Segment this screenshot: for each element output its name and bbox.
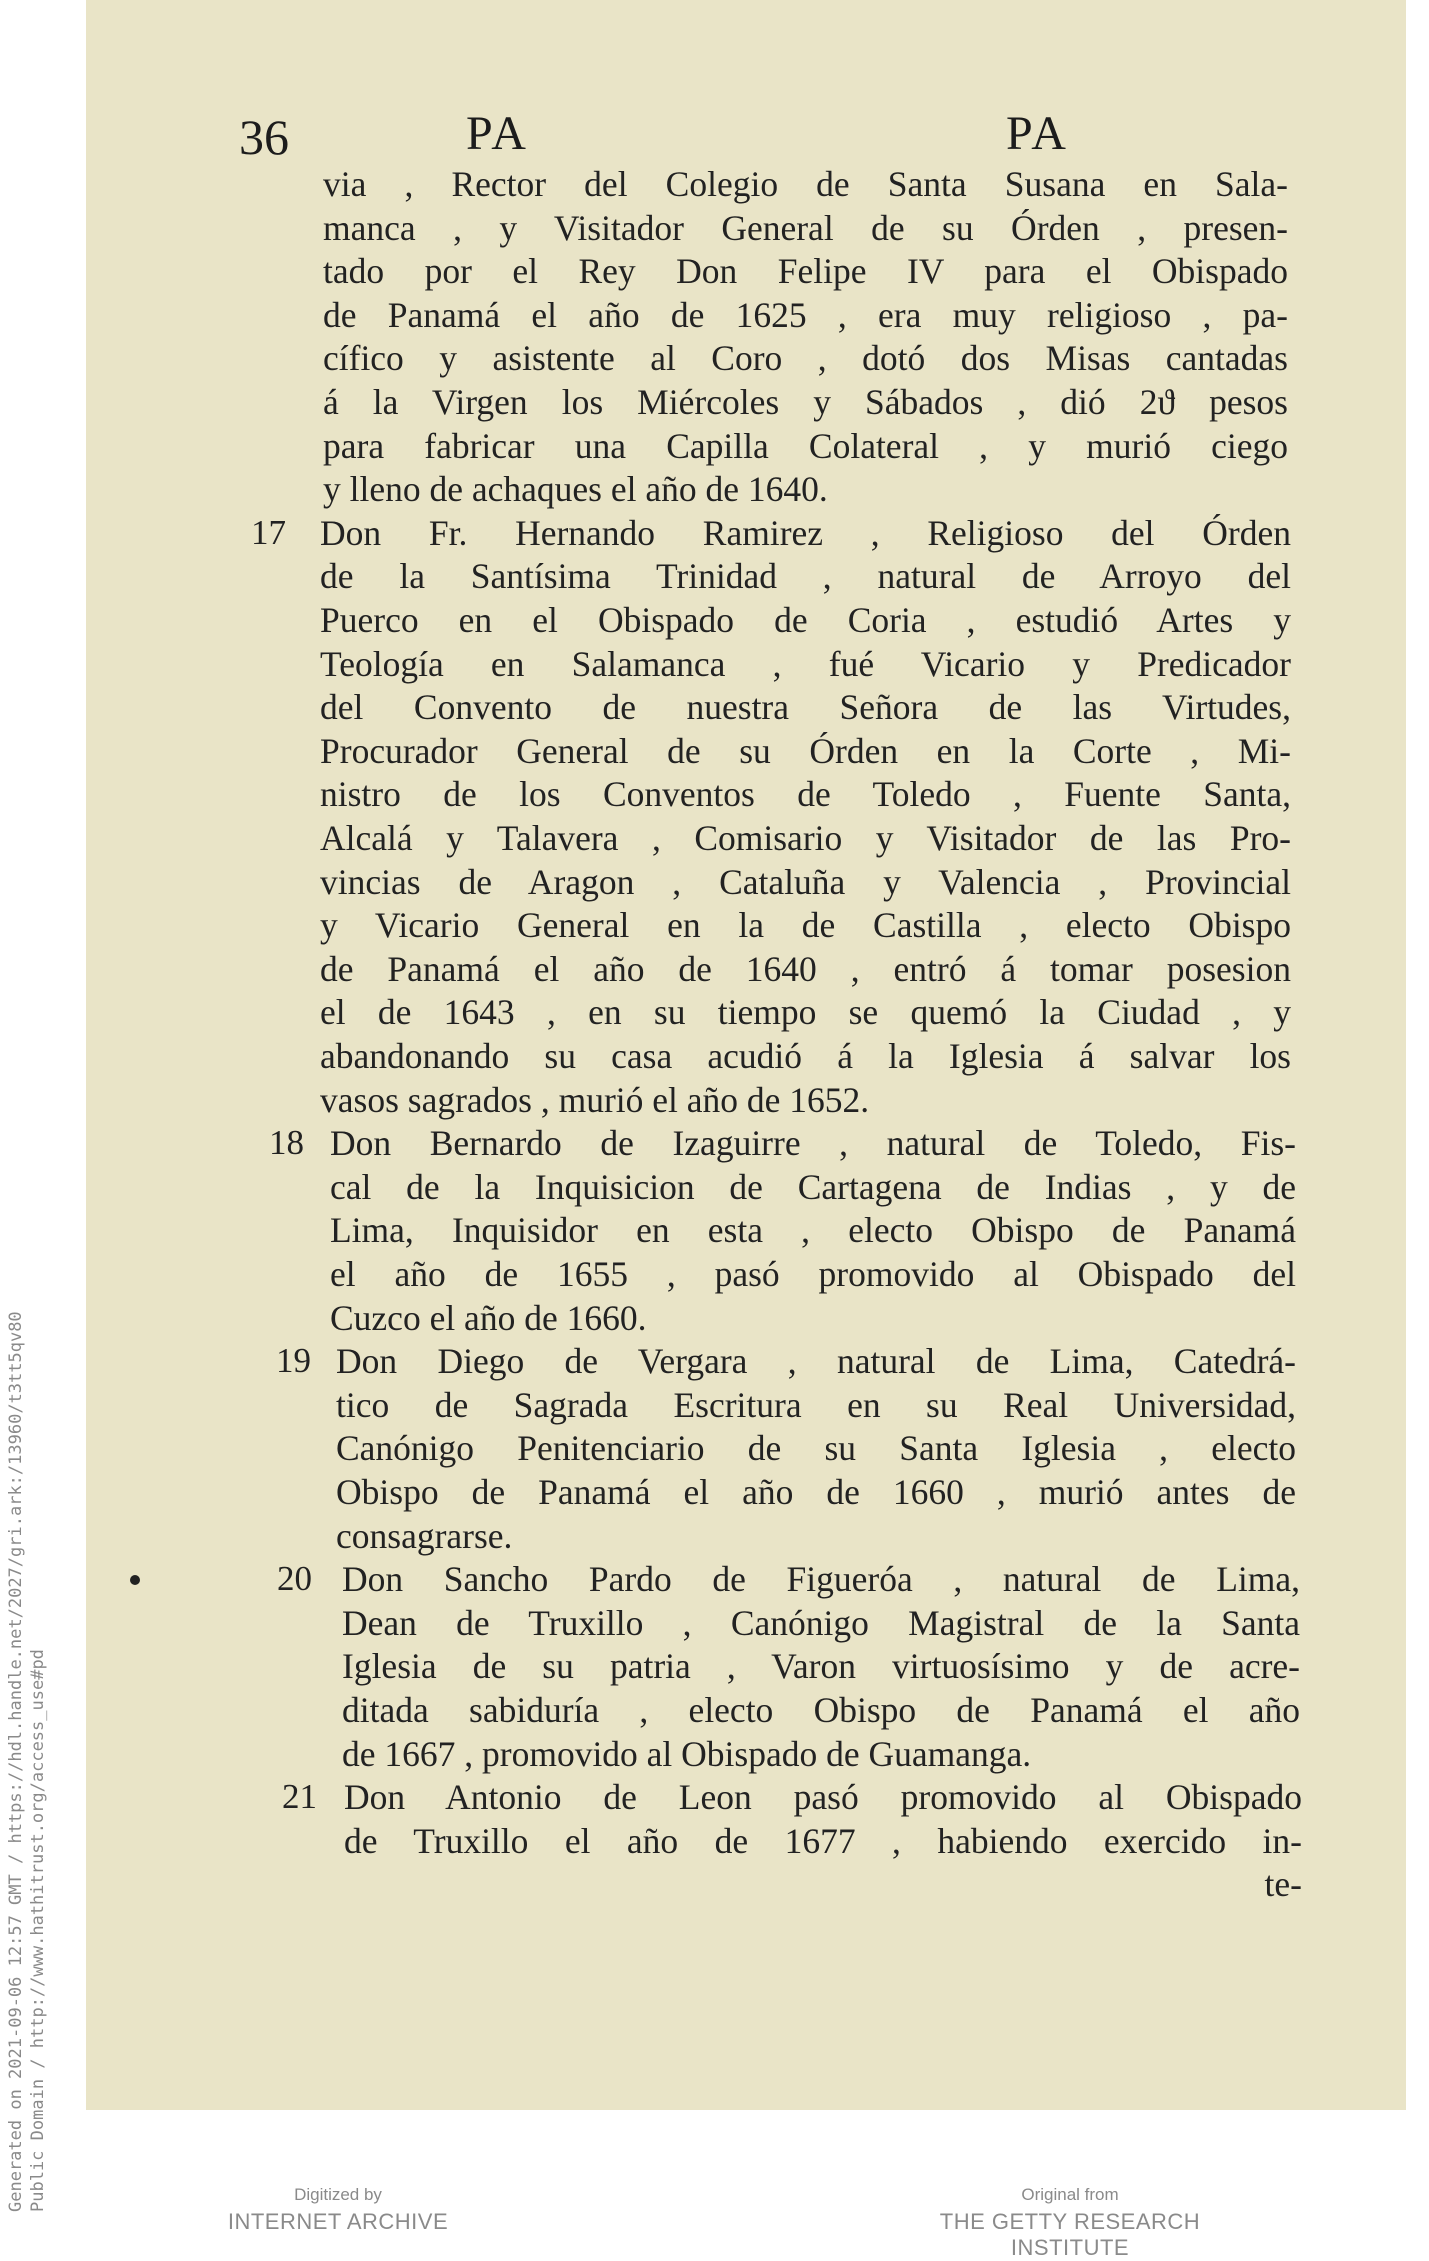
header-right-word: PA — [1006, 107, 1069, 160]
entry-number: 21 — [282, 1777, 317, 1817]
provenance-line-2: Public Domain / http://www.hathitrust.org/access_use#pd — [28, 1649, 48, 2212]
text-line: abandonando su casa acudió á la Iglesia á salvar los — [320, 1036, 1291, 1076]
text-line: Lima, Inquisidor en esta , electo Obispo de Panamá — [330, 1210, 1296, 1251]
text-line: de la Santísima Trinidad , natural de Arroyo del — [320, 556, 1291, 597]
text-line: Cuzco el año de 1660. — [330, 1297, 647, 1338]
text-line: Dean de Truxillo , Canónigo Magistral de la Santa — [342, 1602, 1300, 1643]
running-header — [86, 100, 1406, 165]
text-line: tado por el Rey Don Felipe IV para el Obispado — [323, 251, 1288, 292]
text-line: de Panamá el año de 1625 , era muy religioso , pa- — [323, 294, 1288, 335]
internet-archive-label: INTERNET ARCHIVE — [227, 2209, 449, 2234]
text-line: Puerco en el Obispado de Coria , estudió Artes y — [320, 600, 1291, 640]
text-line: te- — [1264, 1864, 1302, 1905]
text-line: Teología en Salamanca , fué Vicario y Predicador — [320, 643, 1291, 684]
provenance-line-1: Generated on 2021-09-06 12:57 GMT / https://hdl.handle.net/2027/gri.ark:/13960/t3tt5qv80 — [6, 1311, 26, 2212]
text-line: via , Rector del Colegio de Santa Susana en Sala- — [323, 164, 1288, 204]
text-line: Don Sancho Pardo de Figueróa , natural de Lima, — [342, 1559, 1300, 1600]
header-left-word: PA — [466, 107, 529, 160]
entry-number: 20 — [277, 1559, 312, 1599]
text-line: manca , y Visitador General de su Órden , presen- — [323, 207, 1288, 248]
text-line: cífico y asistente al Coro , dotó dos Misas cantadas — [323, 338, 1288, 379]
text-line: ditada sabiduría , electo Obispo de Panamá el año — [342, 1690, 1300, 1730]
text-line: Don Bernardo de Izaguirre , natural de Toledo, Fis- — [330, 1123, 1296, 1164]
margin-dot — [130, 1575, 140, 1585]
text-line: Obispo de Panamá el año de 1660 , murió antes de — [336, 1472, 1296, 1512]
entry-number: 18 — [269, 1123, 304, 1163]
text-line: y lleno de achaques el año de 1640. — [323, 469, 828, 510]
text-line: para fabricar una Capilla Colateral , y murió ciego — [323, 425, 1288, 466]
text-line: cal de la Inquisicion de Cartagena de Indias , y de — [330, 1166, 1296, 1207]
text-line: Canónigo Penitenciario de su Santa Iglesia , electo — [336, 1428, 1296, 1469]
text-line: Don Fr. Hernando Ramirez , Religioso del Órden — [320, 512, 1291, 553]
text-line: á la Virgen los Miércoles y Sábados , dió 2ϑ pesos — [323, 382, 1288, 422]
provenance-note — [0, 0, 48, 2242]
digitized-by-label: Digitized by — [294, 2185, 382, 2204]
book-page — [86, 0, 1406, 2110]
text-line: del Convento de nuestra Señora de las Virtudes, — [320, 687, 1291, 728]
original-from — [880, 2185, 1260, 2261]
text-line: Alcalá y Talavera , Comisario y Visitador de las Pro- — [320, 818, 1291, 858]
text-line: Don Diego de Vergara , natural de Lima, Catedrá- — [336, 1341, 1296, 1382]
text-line: Procurador General de su Órden en la Corte , Mi- — [320, 730, 1291, 771]
entry-number: 17 — [251, 512, 286, 552]
text-line: de Panamá el año de 1640 , entró á tomar posesion — [320, 948, 1291, 989]
text-line: el año de 1655 , pasó promovido al Obispado del — [330, 1254, 1296, 1294]
text-line: y Vicario General en la de Castilla , electo Obispo — [320, 905, 1291, 946]
text-line: tico de Sagrada Escritura en su Real Universidad, — [336, 1384, 1296, 1425]
getty-label: THE GETTY RESEARCH INSTITUTE — [939, 2209, 1201, 2260]
original-from-label: Original from — [1021, 2185, 1119, 2204]
text-line: Iglesia de su patria , Varon virtuosísimo y de acre- — [342, 1646, 1300, 1687]
text-line: consagrarse. — [336, 1515, 513, 1556]
text-line: el de 1643 , en su tiempo se quemó la Ciudad , y — [320, 992, 1291, 1033]
page-number: 36 — [239, 109, 289, 165]
text-line: de Truxillo el año de 1677 , habiendo exercido in- — [344, 1820, 1302, 1861]
text-line: de 1667 , promovido al Obispado de Guamanga. — [342, 1733, 1032, 1774]
digitized-by — [188, 2185, 488, 2235]
text-line: vasos sagrados , murió el año de 1652. — [320, 1079, 870, 1120]
text-line: Don Antonio de Leon pasó promovido al Obispado — [344, 1777, 1302, 1818]
text-line: nistro de los Conventos de Toledo , Fuente Santa, — [320, 774, 1291, 815]
text-line: vincias de Aragon , Cataluña y Valencia , Provincial — [320, 861, 1291, 902]
entry-number: 19 — [276, 1341, 311, 1381]
